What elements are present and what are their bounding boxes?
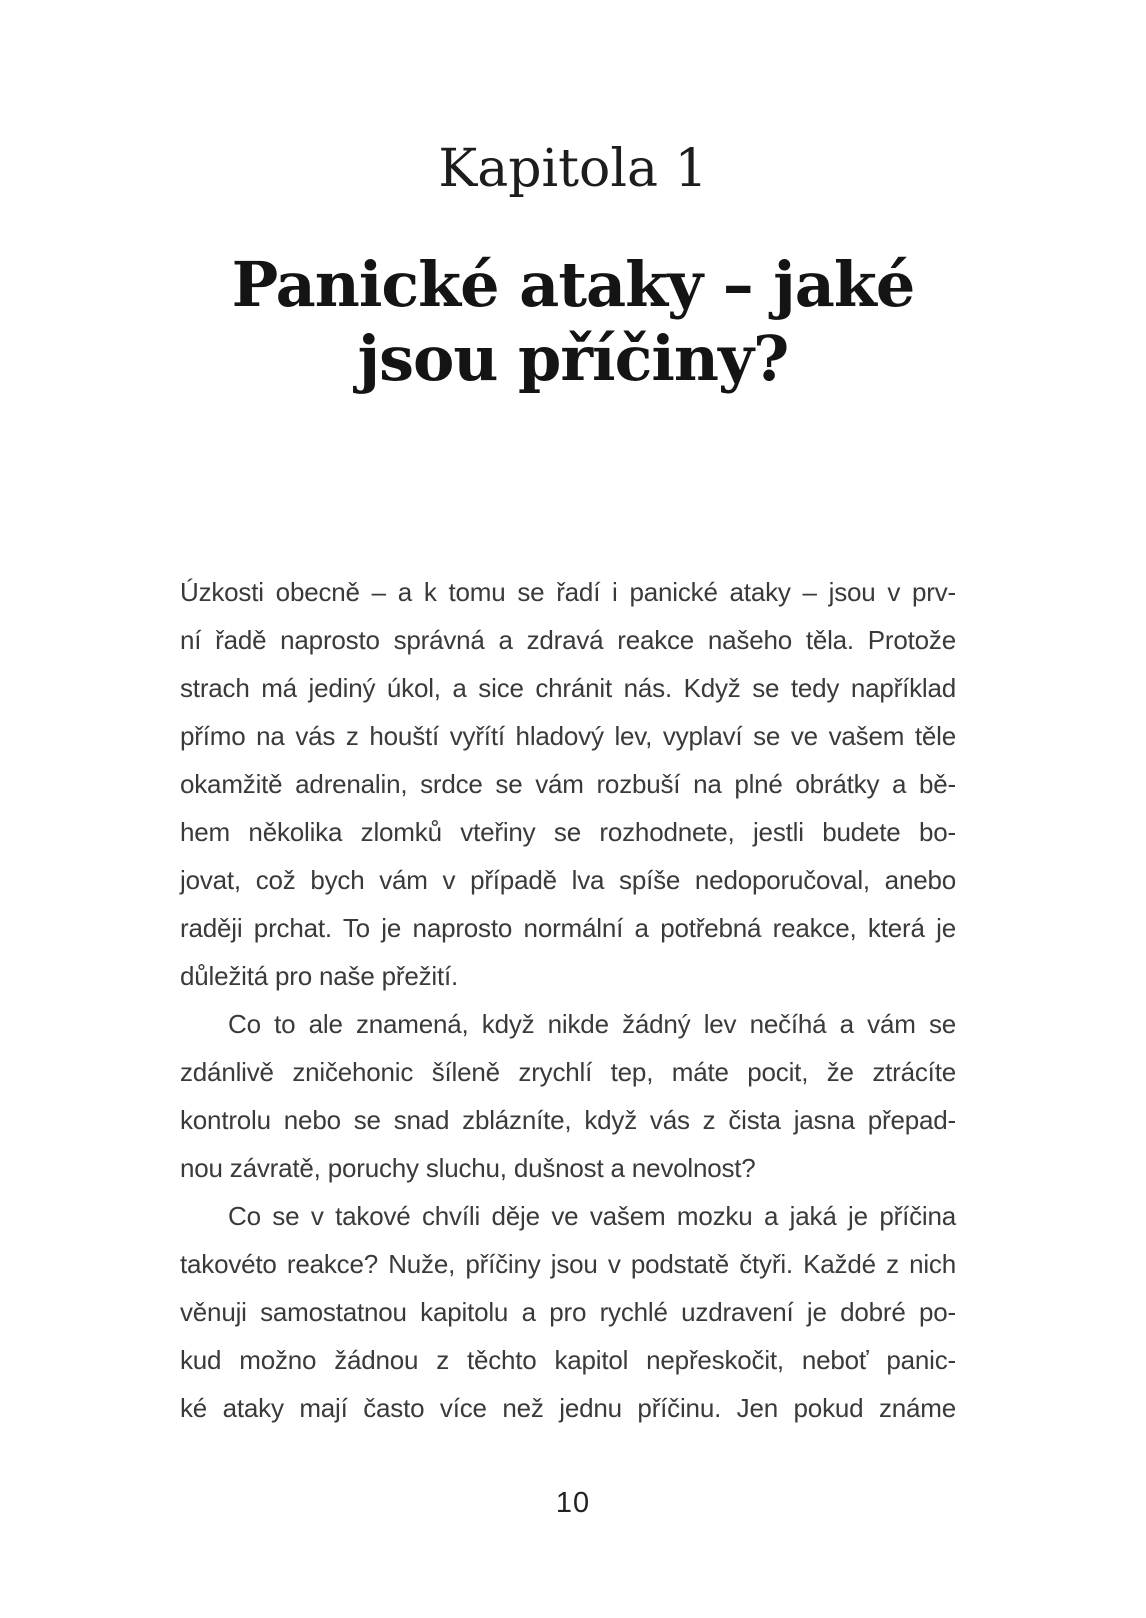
paragraph [180,1192,956,1432]
paragraph [180,1000,956,1192]
text-line: Co se v takové chvíli děje ve vašem mozku a jaká je příčina [228,1201,956,1231]
text-line: jovat, což bych vám v případě lva spíše nedoporučoval, anebo [180,865,956,895]
text-line: strach má jediný úkol, a sice chránit nás. Když se tedy například [180,673,956,703]
page-number: 10 [555,1487,591,1519]
text-line: ní řadě naprosto správná a zdravá reakce našeho těla. Protože [180,625,956,655]
chapter-title-line-1: Panické ataky – jaké [231,248,915,321]
chapter-label: Kapitola 1 [438,139,708,199]
text-line: přímo na vás z houští vyřítí hladový lev, vyplaví se ve vašem těle [180,721,956,751]
text-line: nou závratě, poruchy sluchu, dušnost a nevolnost? [180,1153,756,1183]
text-line: raději prchat. To je naprosto normální a potřebná reakce, která je [180,913,956,943]
text-line: okamžitě adrenalin, srdce se vám rozbuší na plné obrátky a bě- [180,769,956,799]
text-line: hem několika zlomků vteřiny se rozhodnete, jestli budete bo- [180,817,956,847]
text-line: takovéto reakce? Nuže, příčiny jsou v podstatě čtyři. Každé z nich [180,1249,956,1279]
text-line: kud možno žádnou z těchto kapitol nepřeskočit, neboť panic- [180,1345,956,1375]
text-line: zdánlivě zničehonic šíleně zrychlí tep, máte pocit, že ztrácíte [180,1057,956,1087]
text-line: Úzkosti obecně – a k tomu se řadí i panické ataky – jsou v prv- [180,577,956,607]
chapter-title-line-2: jsou příčiny? [357,322,789,395]
text-line: kontrolu nebo se snad zblázníte, když vás z čista jasna přepad- [180,1105,956,1135]
body-text [180,568,956,1432]
text-line: věnuji samostatnou kapitolu a pro rychlé uzdravení je dobré po- [180,1297,956,1327]
text-line: Co to ale znamená, když nikde žádný lev nečíhá a vám se [228,1009,956,1039]
chapter-title [0,248,1146,396]
paragraph [180,568,956,1000]
text-line: důležitá pro naše přežití. [180,961,459,991]
text-line: ké ataky mají často více než jednu příčinu. Jen pokud známe [180,1393,956,1423]
